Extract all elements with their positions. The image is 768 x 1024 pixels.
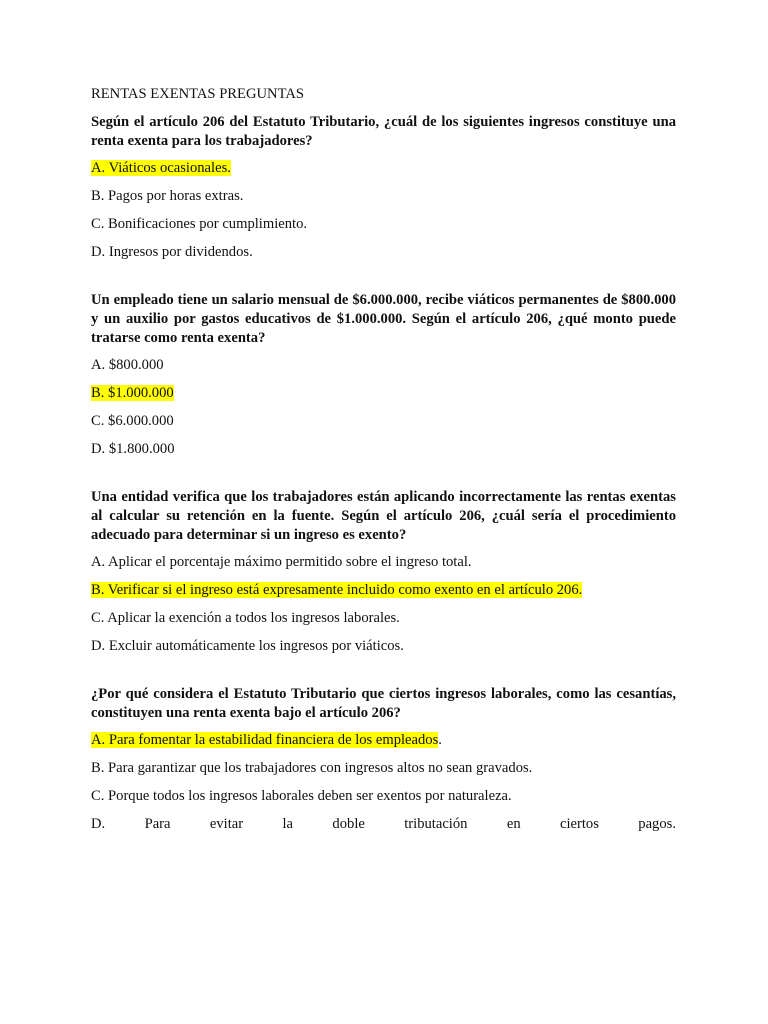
option-word: la xyxy=(282,816,294,832)
spacer xyxy=(91,468,676,488)
option-word: D. xyxy=(91,816,106,832)
option-d xyxy=(91,815,676,834)
option-word: en xyxy=(506,816,521,832)
option-word: doble xyxy=(332,816,365,832)
option-d: D. Ingresos por dividendos. xyxy=(91,244,253,260)
option-a xyxy=(91,731,676,750)
question-text: Una entidad verifica que los trabajadores están aplicando incorrectamente las rentas exentas al calcular su retención en la fuente. Según el artículo 206, ¿cuál sería el procedimiento adecuado para determinar si un ingreso es exento? xyxy=(91,489,676,543)
question-block-2 xyxy=(91,291,676,459)
option-c: C. Aplicar la exención a todos los ingresos laborales. xyxy=(91,610,400,626)
question-block-1 xyxy=(91,113,676,262)
option-word: ciertos xyxy=(560,816,599,832)
option-c: C. Bonificaciones por cumplimiento. xyxy=(91,216,308,232)
question-text: Un empleado tiene un salario mensual de $6.000.000, recibe viáticos permanentes de $800.000 y un auxilio por gastos educativos de $1.000.000. Según el artículo 206, ¿qué monto puede tratarse como renta exenta? xyxy=(91,292,676,346)
option-word: evitar xyxy=(209,816,244,832)
question-text: ¿Por qué considera el Estatuto Tributario que ciertos ingresos laborales, como las cesantías, constituyen una renta exenta bajo el artículo 206? xyxy=(91,686,676,721)
answer-highlight: B. Verificar si el ingreso está expresamente incluido como exento en el artículo 206. xyxy=(91,582,583,598)
question-text: Según el artículo 206 del Estatuto Tributario, ¿cuál de los siguientes ingresos constituye una renta exenta para los trabajadores? xyxy=(91,114,676,149)
document-title: RENTAS EXENTAS PREGUNTAS xyxy=(91,86,304,102)
option-c: C. Porque todos los ingresos laborales deben ser exentos por naturaleza. xyxy=(91,788,512,804)
answer-highlight: A. Para fomentar la estabilidad financiera de los empleados xyxy=(91,732,439,748)
answer-highlight: A. Viáticos ocasionales. xyxy=(91,160,231,176)
option-c: C. $6.000.000 xyxy=(91,413,174,429)
option-d: D. Excluir automáticamente los ingresos por viáticos. xyxy=(91,638,404,654)
option-a: A. $800.000 xyxy=(91,357,164,373)
option-b xyxy=(91,581,676,600)
question-block-4 xyxy=(91,685,676,834)
option-word: pagos. xyxy=(638,816,676,832)
option-suffix: . xyxy=(438,732,442,748)
option-a xyxy=(91,159,676,178)
option-word: Para xyxy=(144,816,171,832)
option-b xyxy=(91,384,676,403)
question-block-3 xyxy=(91,488,676,656)
option-a: A. Aplicar el porcentaje máximo permitido sobre el ingreso total. xyxy=(91,554,472,570)
option-b: B. Para garantizar que los trabajadores con ingresos altos no sean gravados. xyxy=(91,760,533,776)
option-d: D. $1.800.000 xyxy=(91,441,175,457)
option-b: B. Pagos por horas extras. xyxy=(91,188,244,204)
spacer xyxy=(91,271,676,291)
spacer xyxy=(91,665,676,685)
option-word: tributación xyxy=(404,816,468,832)
answer-highlight: B. $1.000.000 xyxy=(91,385,174,401)
document-page xyxy=(91,84,676,843)
